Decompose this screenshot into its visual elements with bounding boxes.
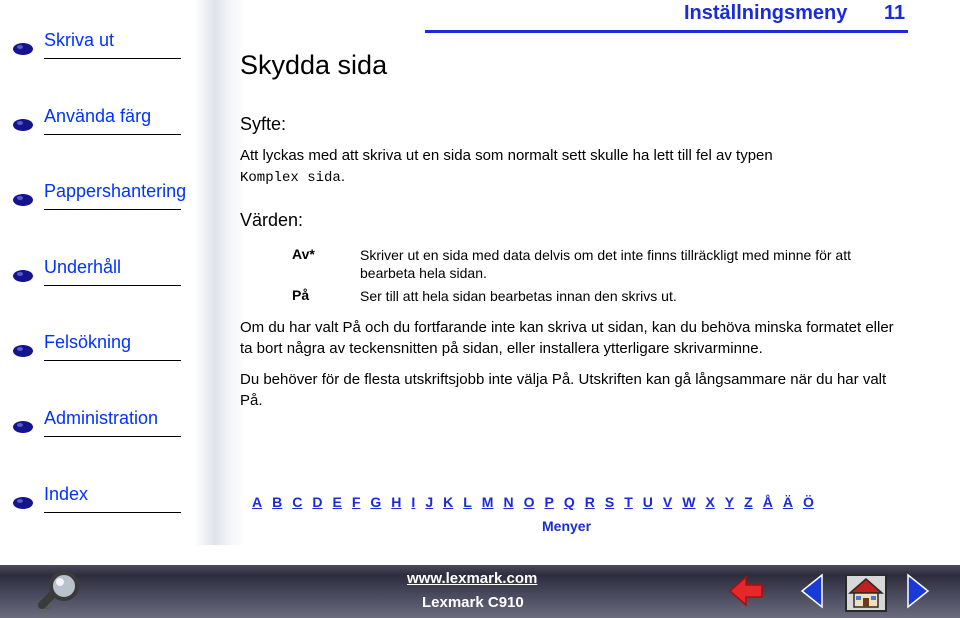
- index-letter-link[interactable]: Z: [744, 494, 753, 510]
- sidebar-item-administration[interactable]: [0, 408, 185, 438]
- page-number: 11: [884, 2, 906, 24]
- website-link[interactable]: www.lexmark.com: [407, 570, 538, 587]
- sidebar-item-pappershantering[interactable]: [0, 181, 185, 211]
- index-letter-link[interactable]: Ö: [802, 494, 814, 510]
- sidebar-item-label[interactable]: Använda färg: [44, 106, 152, 126]
- index-letter-link[interactable]: R: [584, 494, 595, 510]
- product-name: Lexmark C910: [422, 594, 524, 611]
- purpose-code: Komplex sida: [240, 170, 341, 186]
- index-letter-link[interactable]: X: [705, 494, 715, 510]
- divider: [44, 209, 181, 210]
- header-rule: [425, 30, 908, 33]
- sidebar-item-label[interactable]: Underhåll: [44, 257, 122, 277]
- index-letter-link[interactable]: Ä: [782, 494, 793, 510]
- bullet-icon: [12, 42, 34, 56]
- divider: [44, 360, 181, 361]
- sidebar-item-index[interactable]: [0, 484, 185, 514]
- chapter-title: Inställningsmeny: [684, 2, 848, 24]
- previous-page-icon[interactable]: [800, 573, 824, 609]
- divider: [44, 285, 181, 286]
- sidebar-item-felsokning[interactable]: [0, 332, 185, 362]
- next-page-icon[interactable]: [906, 573, 930, 609]
- value-name: Av*: [292, 246, 315, 262]
- alphabet-index: [252, 494, 824, 510]
- index-letter-link[interactable]: M: [481, 494, 494, 510]
- divider: [44, 436, 181, 437]
- index-letter-link[interactable]: F: [351, 494, 361, 510]
- values-heading: Värden:: [240, 210, 304, 230]
- sidebar-item-underhall[interactable]: [0, 257, 185, 287]
- sidebar-item-anvanda-farg[interactable]: [0, 106, 185, 136]
- index-letter-link[interactable]: B: [272, 494, 283, 510]
- sidebar-item-label[interactable]: Index: [44, 484, 89, 504]
- sidebar-item-label[interactable]: Skriva ut: [44, 30, 115, 50]
- index-letter-link[interactable]: J: [425, 494, 434, 510]
- divider: [44, 58, 181, 59]
- sidebar-item-label[interactable]: Pappershantering: [44, 181, 187, 201]
- divider: [44, 512, 181, 513]
- purpose-text: [240, 145, 900, 189]
- value-description: Ser till att hela sidan bearbetas innan den skrivs ut.: [360, 288, 677, 304]
- bullet-icon: [12, 193, 34, 207]
- index-letter-link[interactable]: T: [624, 494, 633, 510]
- divider: [44, 134, 181, 135]
- purpose-heading: Syfte:: [240, 114, 287, 134]
- purpose-text-body: Att lyckas med att skriva ut en sida som normalt sett skulle ha lett till fel av typen: [240, 147, 773, 164]
- index-letter-link[interactable]: E: [332, 494, 342, 510]
- index-letter-link[interactable]: D: [312, 494, 323, 510]
- index-letter-link[interactable]: Y: [724, 494, 735, 510]
- bullet-icon: [12, 496, 34, 510]
- sidebar-item-label[interactable]: Felsökning: [44, 332, 132, 352]
- sidebar: [0, 0, 245, 545]
- index-letter-link[interactable]: H: [391, 494, 402, 510]
- value-name: På: [292, 287, 310, 303]
- footer-bar: [0, 565, 960, 618]
- menus-link[interactable]: Menyer: [542, 518, 592, 534]
- index-letter-link[interactable]: S: [604, 494, 615, 510]
- search-icon[interactable]: [30, 571, 88, 613]
- paragraph: Du behöver för de flesta utskriftsjobb inte välja På. Utskriften kan gå långsammare när du har valt På.: [240, 371, 887, 409]
- index-letter-link[interactable]: N: [503, 494, 514, 510]
- bullet-icon: [12, 420, 34, 434]
- bullet-icon: [12, 269, 34, 283]
- index-letter-link[interactable]: U: [642, 494, 653, 510]
- index-letter-link[interactable]: A: [252, 494, 263, 510]
- purpose-end: .: [340, 168, 345, 185]
- index-letter-link[interactable]: I: [411, 494, 416, 510]
- index-letter-link[interactable]: Å: [762, 494, 773, 510]
- index-letter-link[interactable]: G: [370, 494, 382, 510]
- bullet-icon: [12, 344, 34, 358]
- back-icon[interactable]: [728, 575, 764, 607]
- index-letter-link[interactable]: P: [544, 494, 554, 510]
- index-letter-link[interactable]: W: [682, 494, 696, 510]
- page-title: Skydda sida: [240, 50, 388, 80]
- home-icon[interactable]: [844, 571, 888, 613]
- sidebar-item-label[interactable]: Administration: [44, 408, 159, 428]
- index-letter-link[interactable]: Q: [563, 494, 575, 510]
- index-letter-link[interactable]: V: [662, 494, 673, 510]
- index-letter-link[interactable]: L: [463, 494, 472, 510]
- index-letter-link[interactable]: K: [443, 494, 454, 510]
- bullet-icon: [12, 118, 34, 132]
- index-letter-link[interactable]: C: [292, 494, 303, 510]
- sidebar-item-skriva-ut[interactable]: [0, 30, 185, 60]
- paragraph: Om du har valt På och du fortfarande inte kan skriva ut sidan, kan du behöva minska formatet eller ta bort några av teckensnitten på sidan, eller installera ytterligare skrivarminne.: [240, 319, 894, 357]
- index-letter-link[interactable]: O: [523, 494, 535, 510]
- value-description: Skriver ut en sida med data delvis om det inte finns tillräckligt med minne för att bearbeta hela sidan.: [360, 247, 851, 281]
